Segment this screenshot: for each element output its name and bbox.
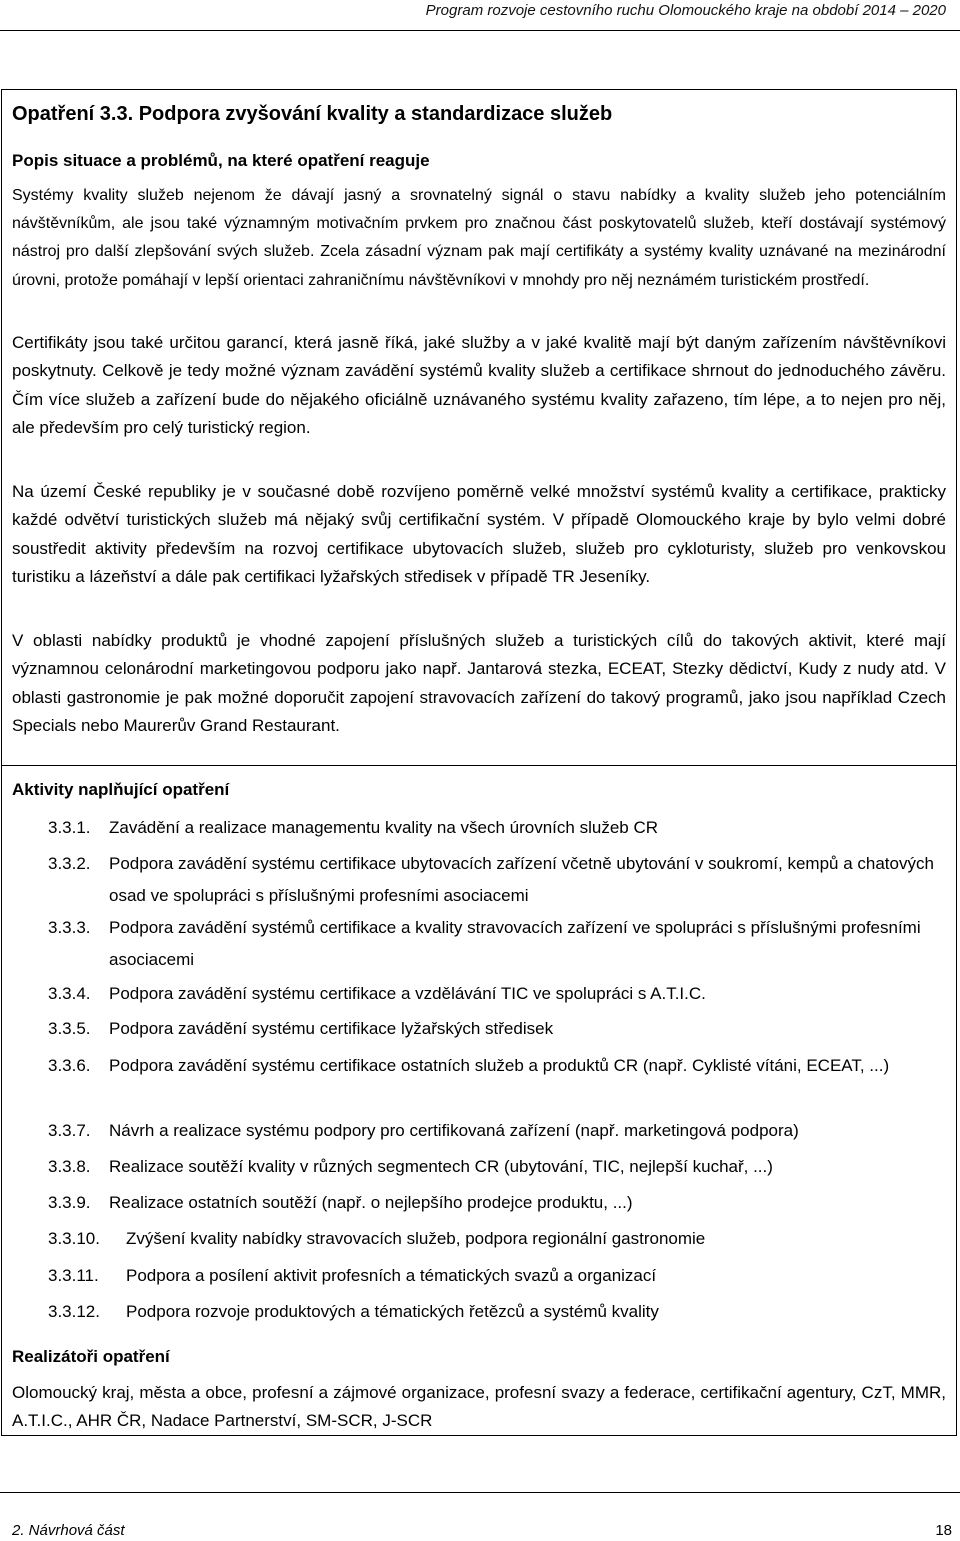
activity-item — [48, 1223, 936, 1255]
activity-item — [48, 1050, 939, 1082]
activity-number: 3.3.8. — [48, 1157, 91, 1176]
activity-number: 3.3.12. — [48, 1302, 100, 1321]
implementers-text: Olomoucký kraj, města a obce, profesní a zájmové organizace, profesní svazy a federace, certifikační agentury, CzT, MMR, A.T.I.C., AHR ČR, Nadace Partnerství, SM-SCR, J-SCR — [12, 1383, 946, 1431]
paragraph-4: V oblasti nabídky produktů je vhodné zapojení příslušných služeb a turistických cílů do takových aktivit, které mají významnou celonárodní marketingovou podporu jako např. Jantarová stezka, ECEAT, Stezky dědictví, Kudy z nudy atd. V oblasti gastronomie je pak možné doporučit zapojení stravovacích zařízení do takový programů, jako jsou například Czech Specials nebo Maurerův Grand Restaurant. — [12, 631, 946, 735]
activity-text: Zavádění a realizace managementu kvality na všech úrovních služeb CR — [109, 818, 659, 837]
activity-text: Realizace soutěží kvality v různých segmentech CR (ubytování, TIC, nejlepší kuchař, ...) — [109, 1157, 773, 1176]
activity-number: 3.3.2. — [48, 854, 91, 873]
activity-text: Podpora a posílení aktivit profesních a tématických svazů a organizací — [126, 1266, 657, 1285]
activity-text: Realizace ostatních soutěží (např. o nejlepšího prodejce produktu, ...) — [109, 1193, 633, 1212]
paragraph-1: Systémy kvality služeb nejenom že dávají jasný a srovnatelný signál o stavu nabídky a kvality služeb jeho potenciálním návštěvníkům, ale jsou také významným motivačním prvkem pro značnou část poskytovatelů služeb, kteří dostávají systémový nástroj pro další zlepšování svých služeb. Zcela zásadní význam pak mají certifikáty a systémy kvality uznávané na mezinárodní úrovni, protože pomáhají v lepší orientaci zahraničnímu návštěvníkovi v mnohdy pro něj neznámém turistickém prostředí. — [12, 187, 946, 289]
activity-text: Zvýšení kvality nabídky stravovacích služeb, podpora regionální gastronomie — [126, 1229, 706, 1248]
activity-item — [48, 978, 939, 1010]
footer-divider — [0, 1492, 960, 1493]
activity-number: 3.3.6. — [48, 1056, 91, 1075]
activity-item — [48, 1296, 936, 1328]
activity-text: Podpora zavádění systému certifikace lyžařských středisek — [109, 1019, 554, 1038]
activity-number: 3.3.10. — [48, 1229, 100, 1248]
activity-item — [48, 1187, 939, 1219]
activity-text: Podpora zavádění systémů certifikace a kvality stravovacích zařízení ve spolupráci s příslušnými profesními asociacemi — [109, 918, 921, 969]
page-number: 18 — [935, 1522, 952, 1539]
activity-number: 3.3.4. — [48, 984, 91, 1003]
activity-item — [48, 812, 939, 844]
activity-number: 3.3.5. — [48, 1019, 91, 1038]
activity-number: 3.3.3. — [48, 918, 91, 937]
activity-text: Podpora zavádění systému certifikace a vzdělávání TIC ve spolupráci s A.T.I.C. — [109, 984, 706, 1003]
activity-text: Podpora rozvoje produktových a tématických řetězců a systémů kvality — [126, 1302, 659, 1321]
header-divider — [0, 30, 960, 31]
activity-text: Podpora zavádění systému certifikace ubytovacích zařízení včetně ubytování v soukromí, kempů a chatových osad ve spolupráci s příslušnými profesními asociacemi — [109, 854, 934, 905]
implementers-heading: Realizátoři opatření — [12, 1347, 170, 1366]
activity-item — [48, 1151, 939, 1183]
activity-text: Podpora zavádění systému certifikace ostatních služeb a produktů CR (např. Cyklisté vítáni, ECEAT, ...) — [109, 1056, 890, 1075]
activities-heading: Aktivity naplňující opatření — [12, 780, 230, 799]
footer-section: 2. Návrhová část — [12, 1522, 125, 1539]
activity-item — [48, 1115, 939, 1147]
activity-item — [48, 912, 939, 976]
page-header — [0, 2, 960, 34]
header-title: Program rozvoje cestovního ruchu Olomouckého kraje na období 2014 – 2020 — [425, 2, 946, 19]
activity-number: 3.3.9. — [48, 1193, 91, 1212]
activity-item — [48, 1013, 939, 1045]
measure-title: Opatření 3.3. Podpora zvyšování kvality a standardizace služeb — [12, 103, 613, 125]
paragraph-3: Na území České republiky je v současné době rozvíjeno poměrně velké množství systémů kvality a certifikace, prakticky každé odvětví turistických služeb má nějaký svůj certifikační systém. V případě Olomouckého kraje by bylo velmi dobré soustředit aktivity především na rozvoj certifikace ubytovacích služeb, služeb pro cykloturisty, služeb pro venkovskou turistiku a lázeňství a dále pak certifikaci lyžařských středisek v případě TR Jeseníky. — [12, 482, 946, 586]
activity-number: 3.3.7. — [48, 1121, 91, 1140]
activity-text: Návrh a realizace systému podpory pro certifikovaná zařízení (např. marketingová podpora) — [109, 1121, 799, 1140]
paragraph-2: Certifikáty jsou také určitou garancí, která jasně říká, jaké služby a v jaké kvalitě mají být daným zařízením návštěvníkovi poskytnuty. Celkově je tedy možné význam zavádění systémů kvality služeb a certifikace shrnout do jednoduchého závěru. Čím více služeb a zařízení bude do nějakého oficiálně uznávaného systému kvality zařazeno, tím lépe, a to nejen pro něj, ale především pro celý turistický region. — [12, 333, 946, 437]
activity-item — [48, 1260, 936, 1292]
activity-number: 3.3.1. — [48, 818, 91, 837]
situation-heading: Popis situace a problémů, na které opatření reaguje — [12, 151, 430, 170]
activity-item — [48, 848, 939, 912]
activity-number: 3.3.11. — [48, 1266, 99, 1285]
